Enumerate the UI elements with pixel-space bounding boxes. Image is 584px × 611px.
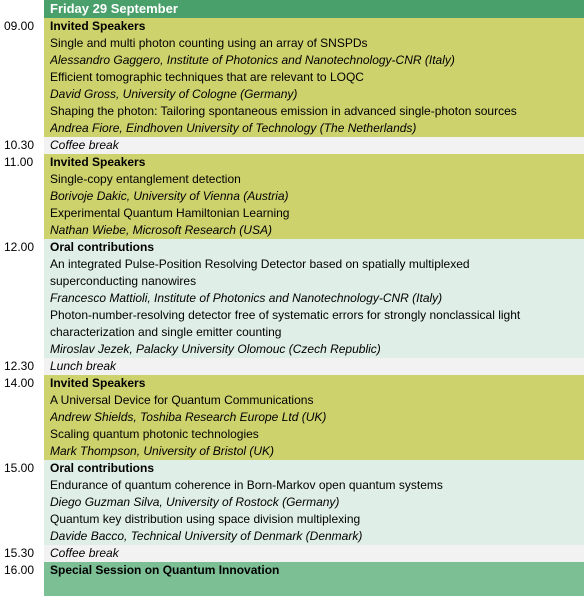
session-time: 12.00 <box>0 239 44 358</box>
session-row-break <box>0 358 584 375</box>
session-content <box>44 562 584 596</box>
day-header-row <box>0 0 584 18</box>
speaker-affiliation: Diego Guzman Silva, University of Rostock (Germany) <box>50 495 340 509</box>
talk-title: Experimental Quantum Hamiltonian Learning <box>50 206 290 220</box>
speaker-affiliation: Miroslav Jezek, Palacky University Olomouc (Czech Republic) <box>50 342 381 356</box>
session-content <box>44 154 584 239</box>
header-time-cell <box>0 0 44 18</box>
session-time: 15.30 <box>0 545 44 562</box>
session-title: Special Session on Quantum Innovation <box>50 563 280 577</box>
session-row-oral <box>0 460 584 545</box>
talk-title: characterization and single emitter counting <box>50 325 282 339</box>
talk-title: Endurance of quantum coherence in Born-Markov open quantum systems <box>50 478 443 492</box>
talk-title: Photon-number-resolving detector free of systematic errors for strongly nonclassical light <box>50 308 521 322</box>
session-content <box>44 239 584 358</box>
session-content <box>44 375 584 460</box>
session-title: Invited Speakers <box>50 19 146 33</box>
talk-title: superconducting nanowires <box>50 274 197 288</box>
session-row-oral <box>0 239 584 358</box>
speaker-affiliation: David Gross, University of Cologne (Germany) <box>50 87 298 101</box>
speaker-affiliation: Alessandro Gaggero, Institute of Photonics and Nanotechnology-CNR (Italy) <box>50 53 455 67</box>
session-title: Invited Speakers <box>50 376 146 390</box>
session-row-special <box>0 562 584 596</box>
session-time: 09.00 <box>0 18 44 137</box>
talk-title: Scaling quantum photonic technologies <box>50 427 259 441</box>
session-title: Oral contributions <box>50 240 155 254</box>
speaker-affiliation: Coffee break <box>50 546 119 560</box>
session-list <box>0 18 584 596</box>
session-title: Invited Speakers <box>50 155 146 169</box>
speaker-affiliation: Andrew Shields, Toshiba Research Europe Ltd (UK) <box>50 410 327 424</box>
session-row-invited <box>0 18 584 137</box>
session-content <box>44 18 584 137</box>
talk-title: Single and multi photon counting using an array of SNSPDs <box>50 36 368 50</box>
talk-title <box>50 579 584 596</box>
session-time: 15.00 <box>0 460 44 545</box>
speaker-affiliation: Lunch break <box>50 359 117 373</box>
speaker-affiliation: Andrea Fiore, Eindhoven University of Technology (The Netherlands) <box>50 121 417 135</box>
session-time: 14.00 <box>0 375 44 460</box>
speaker-affiliation: Nathan Wiebe, Microsoft Research (USA) <box>50 223 272 237</box>
talk-title: Quantum key distribution using space division multiplexing <box>50 512 361 526</box>
talk-title: An integrated Pulse-Position Resolving Detector based on spatially multiplexed <box>50 257 470 271</box>
session-time: 12.30 <box>0 358 44 375</box>
speaker-affiliation: Coffee break <box>50 138 119 152</box>
speaker-affiliation: Francesco Mattioli, Institute of Photonics and Nanotechnology-CNR (Italy) <box>50 291 443 305</box>
session-time: 16.00 <box>0 562 44 596</box>
session-content <box>44 137 584 154</box>
speaker-affiliation: Mark Thompson, University of Bristol (UK) <box>50 444 275 458</box>
session-row-invited <box>0 375 584 460</box>
session-content <box>44 358 584 375</box>
session-title: Oral contributions <box>50 461 155 475</box>
speaker-affiliation: Borivoje Dakic, University of Vienna (Austria) <box>50 189 289 203</box>
session-row-break <box>0 545 584 562</box>
talk-title: Single-copy entanglement detection <box>50 172 241 186</box>
session-time: 11.00 <box>0 154 44 239</box>
session-row-invited <box>0 154 584 239</box>
session-content <box>44 545 584 562</box>
speaker-affiliation: Davide Bacco, Technical University of Denmark (Denmark) <box>50 529 363 543</box>
session-row-break <box>0 137 584 154</box>
talk-title: Shaping the photon: Tailoring spontaneous emission in advanced single-photon sources <box>50 104 517 118</box>
session-content <box>44 460 584 545</box>
talk-title: Efficient tomographic techniques that are relevant to LOQC <box>50 70 364 84</box>
talk-title: A Universal Device for Quantum Communications <box>50 393 314 407</box>
day-header: Friday 29 September <box>44 0 584 18</box>
session-time: 10.30 <box>0 137 44 154</box>
